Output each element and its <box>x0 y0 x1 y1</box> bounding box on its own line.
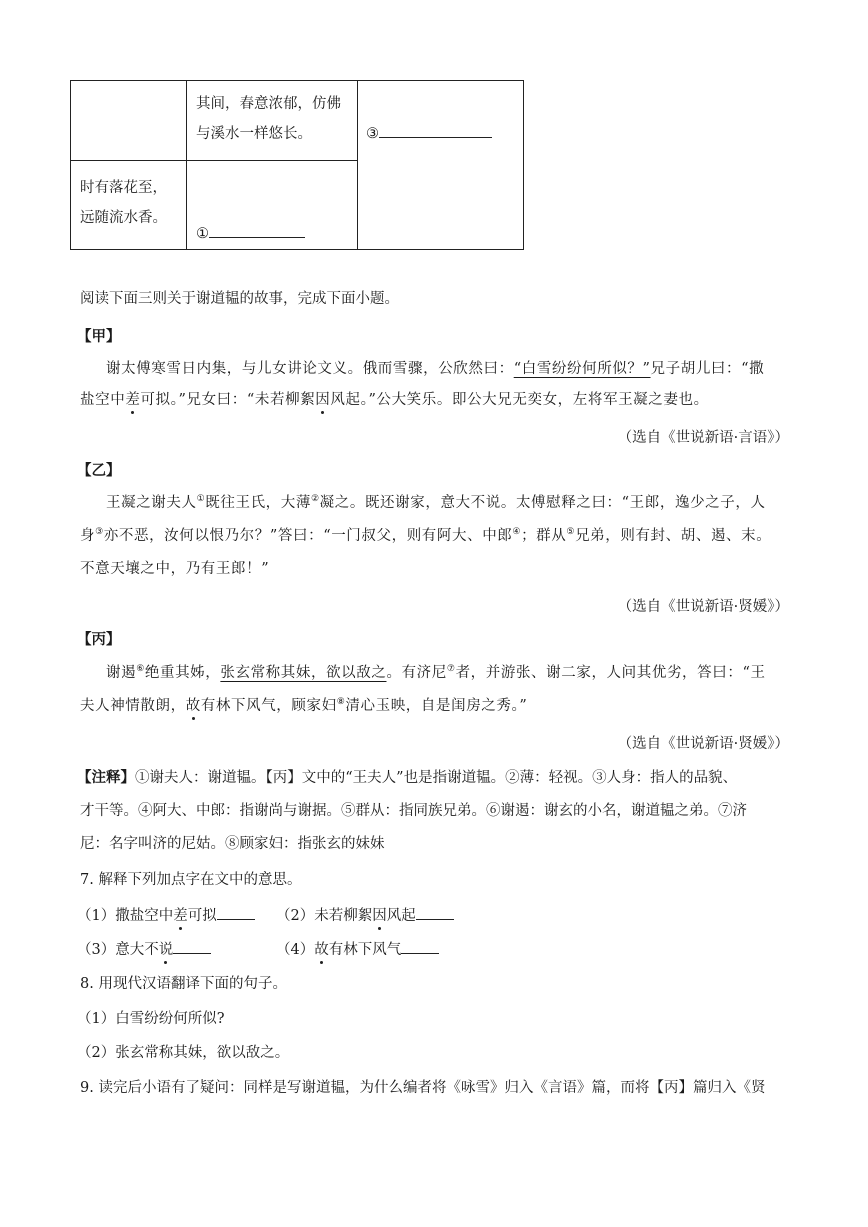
yi-line-1: 王凝之谢夫人①既往王氏，大薄②凝之。既还谢家，意大不说。太傅慰释之曰：“王郎，逸少之子，人 <box>106 494 766 511</box>
answer-blank <box>209 223 305 238</box>
poem-table <box>70 80 524 250</box>
source-citation: （选自《世说新语·贤媛》） <box>617 599 789 615</box>
jia-line-2: 盐空中差可拟。”兄女曰：“未若柳絮因风起。”公大笑乐。即公大兄无奕女，左将军王凝之妻也。 <box>80 392 709 408</box>
table-cell-text: 时有落花至， 远随流水香。 <box>80 180 167 226</box>
table-cell-text: 其间，春意浓郁，仿佛 与溪水一样悠长。 <box>196 96 341 142</box>
question-7-item-3: （3）意大不说 <box>77 939 211 960</box>
source-citation: （选自《世说新语·言语》） <box>617 430 789 446</box>
bing-line-2: 夫人神情散朗，故有林下风气，顾家妇⑧清心玉映，自是闺房之秀。” <box>80 697 528 714</box>
question-8-item-2: （2）张玄常称其妹，欲以敌之。 <box>77 1045 290 1061</box>
dotted-char: 故 <box>185 698 201 714</box>
answer-marker: ③ <box>366 126 379 142</box>
reading-intro: 阅读下面三则关于谢道韫的故事，完成下面小题。 <box>80 291 399 307</box>
question-8-item-1: （1）白雪纷纷何所似? <box>77 1011 225 1027</box>
dotted-char: 因 <box>372 908 387 924</box>
question-7-title: 7. 解释下列加点字在文中的意思。 <box>80 872 302 888</box>
jia-line-1: 谢太傅寒雪日内集，与儿女讲论文义。俄而雪骤，公欣然曰：“白雪纷纷何所似？”兄子胡儿曰：“撒 <box>106 361 765 377</box>
answer-marker: ① <box>196 226 209 242</box>
notes-line-3: 尼：名字叫济的尼姑。⑧顾家妇：指张玄的妹妹 <box>80 836 385 852</box>
section-label-yi: 【乙】 <box>77 462 121 479</box>
dotted-char: 差 <box>125 392 141 408</box>
source-citation: （选自《世说新语·贤媛》） <box>617 736 789 752</box>
section-label-bing: 【丙】 <box>77 631 121 648</box>
notes-label: 【注释】 <box>77 769 135 786</box>
question-7-item-2: （2）未若柳絮因风起 <box>276 905 454 926</box>
question-7-item-1: （1）撒盐空中差可拟 <box>77 905 255 926</box>
answer-blank <box>217 905 255 920</box>
answer-blank <box>173 939 211 954</box>
answer-blank <box>416 905 454 920</box>
table-cell-answer <box>358 81 524 250</box>
question-9-title: 9. 读完后小语有了疑问：同样是写谢道韫，为什么编者将《咏雪》归入《言语》篇，而将【丙】篇归入《贤 <box>80 1080 766 1096</box>
notes-line-2: 才干等。④阿大、中郎：指谢尚与谢据。⑤群从：指同族兄弟。⑥谢遏：谢玄的小名，谢道韫之弟。⑦济 <box>80 803 747 819</box>
underlined-sentence: 张玄常称其妹，欲以敌之 <box>220 665 387 681</box>
table-cell-answer <box>187 161 358 250</box>
notes-line-1: 【注释】①谢夫人：谢道韫。【丙】文中的“王夫人”也是指谢道韫。②薄：轻视。③人身：指人的品貌、 <box>77 769 738 786</box>
dotted-char: 故 <box>314 942 329 958</box>
question-8-title: 8. 用现代汉语翻译下面的句子。 <box>80 976 287 992</box>
answer-blank <box>379 123 492 138</box>
yi-line-3: 不意天壤之中，乃有王郎！” <box>80 561 270 577</box>
dotted-char: 差 <box>173 908 188 924</box>
bing-line-1: 谢遏⑥绝重其姊，张玄常称其妹，欲以敌之。有济尼⑦者，并游张、谢二家，人问其优劣，答曰：“王 <box>106 664 766 681</box>
yi-line-2: 身③亦不恶，汝何以恨乃尔？”答曰：“一门叔父，则有阿大、中郎④；群从⑤兄弟，则有封、胡、遏、末。 <box>80 527 772 544</box>
dotted-char: 因 <box>315 392 331 408</box>
underlined-sentence: “白雪纷纷何所似？” <box>513 361 651 377</box>
question-7-item-4: （4）故有林下风气 <box>276 939 439 960</box>
table-cell-empty <box>71 81 187 161</box>
dotted-char: 说 <box>158 942 174 958</box>
answer-blank <box>401 939 439 954</box>
table-cell <box>187 81 358 161</box>
table-cell <box>71 161 187 250</box>
section-label-jia: 【甲】 <box>77 328 121 345</box>
